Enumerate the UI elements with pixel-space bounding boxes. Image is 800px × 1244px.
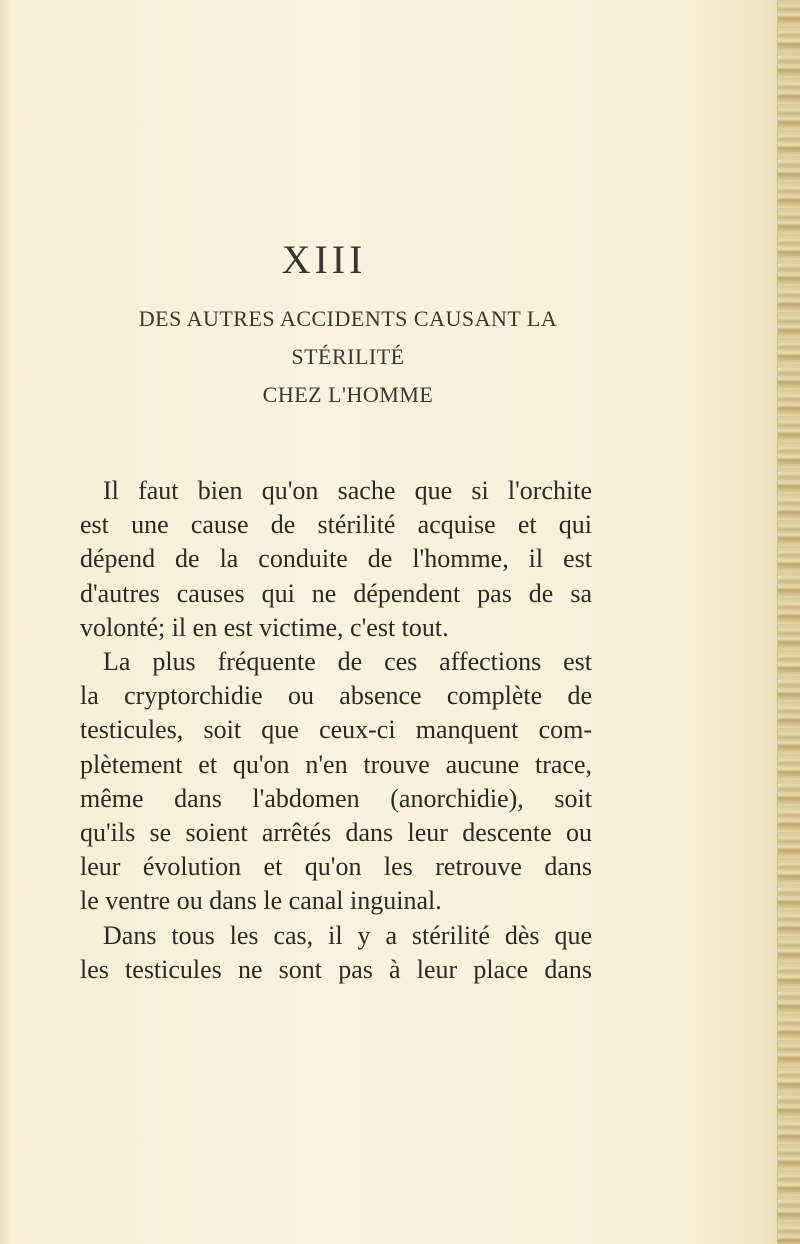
text-line: plètement et qu'on n'en trouve aucune trace, — [80, 749, 592, 779]
text-line: le ventre ou dans le canal inguinal. — [80, 886, 442, 916]
text-line: d'autres causes qui ne dépendent pas de sa — [80, 578, 592, 608]
text-line: dépend de la conduite de l'homme, il est — [80, 544, 592, 574]
text-line: la cryptorchidie ou absence complète de — [80, 681, 592, 711]
text-line: est une cause de stérilité acquise et qui — [80, 510, 592, 540]
text-line: les testicules ne sont pas à leur place dans — [80, 954, 592, 984]
page-edge — [777, 0, 800, 1244]
text-line: qu'ils se soient arrêtés dans leur descente ou — [80, 818, 592, 848]
chapter-title-line: DES AUTRES ACCIDENTS CAUSANT LA STÉRILITÉ — [138, 306, 558, 369]
text-line: même dans l'abdomen (anorchidie), soit — [80, 783, 592, 813]
text-line: La plus fréquente de ces affections est — [103, 647, 592, 677]
text-line: Il faut bien qu'on sache que si l'orchite — [103, 476, 592, 505]
page-gutter — [0, 0, 10, 1244]
chapter-number: XIII — [281, 237, 367, 282]
text-line: leur évolution et qu'on les retrouve dans — [80, 852, 592, 882]
text-line: volonté; il en est victime, c'est tout. — [80, 612, 449, 642]
chapter-title-line: CHEZ L'HOMME — [262, 382, 434, 407]
chapter-title — [80, 300, 616, 414]
body-text — [80, 474, 592, 987]
text-line: testicules, soit que ceux-ci manquent com- — [80, 715, 592, 745]
text-line: Dans tous les cas, il y a stérilité dès que — [103, 920, 592, 950]
